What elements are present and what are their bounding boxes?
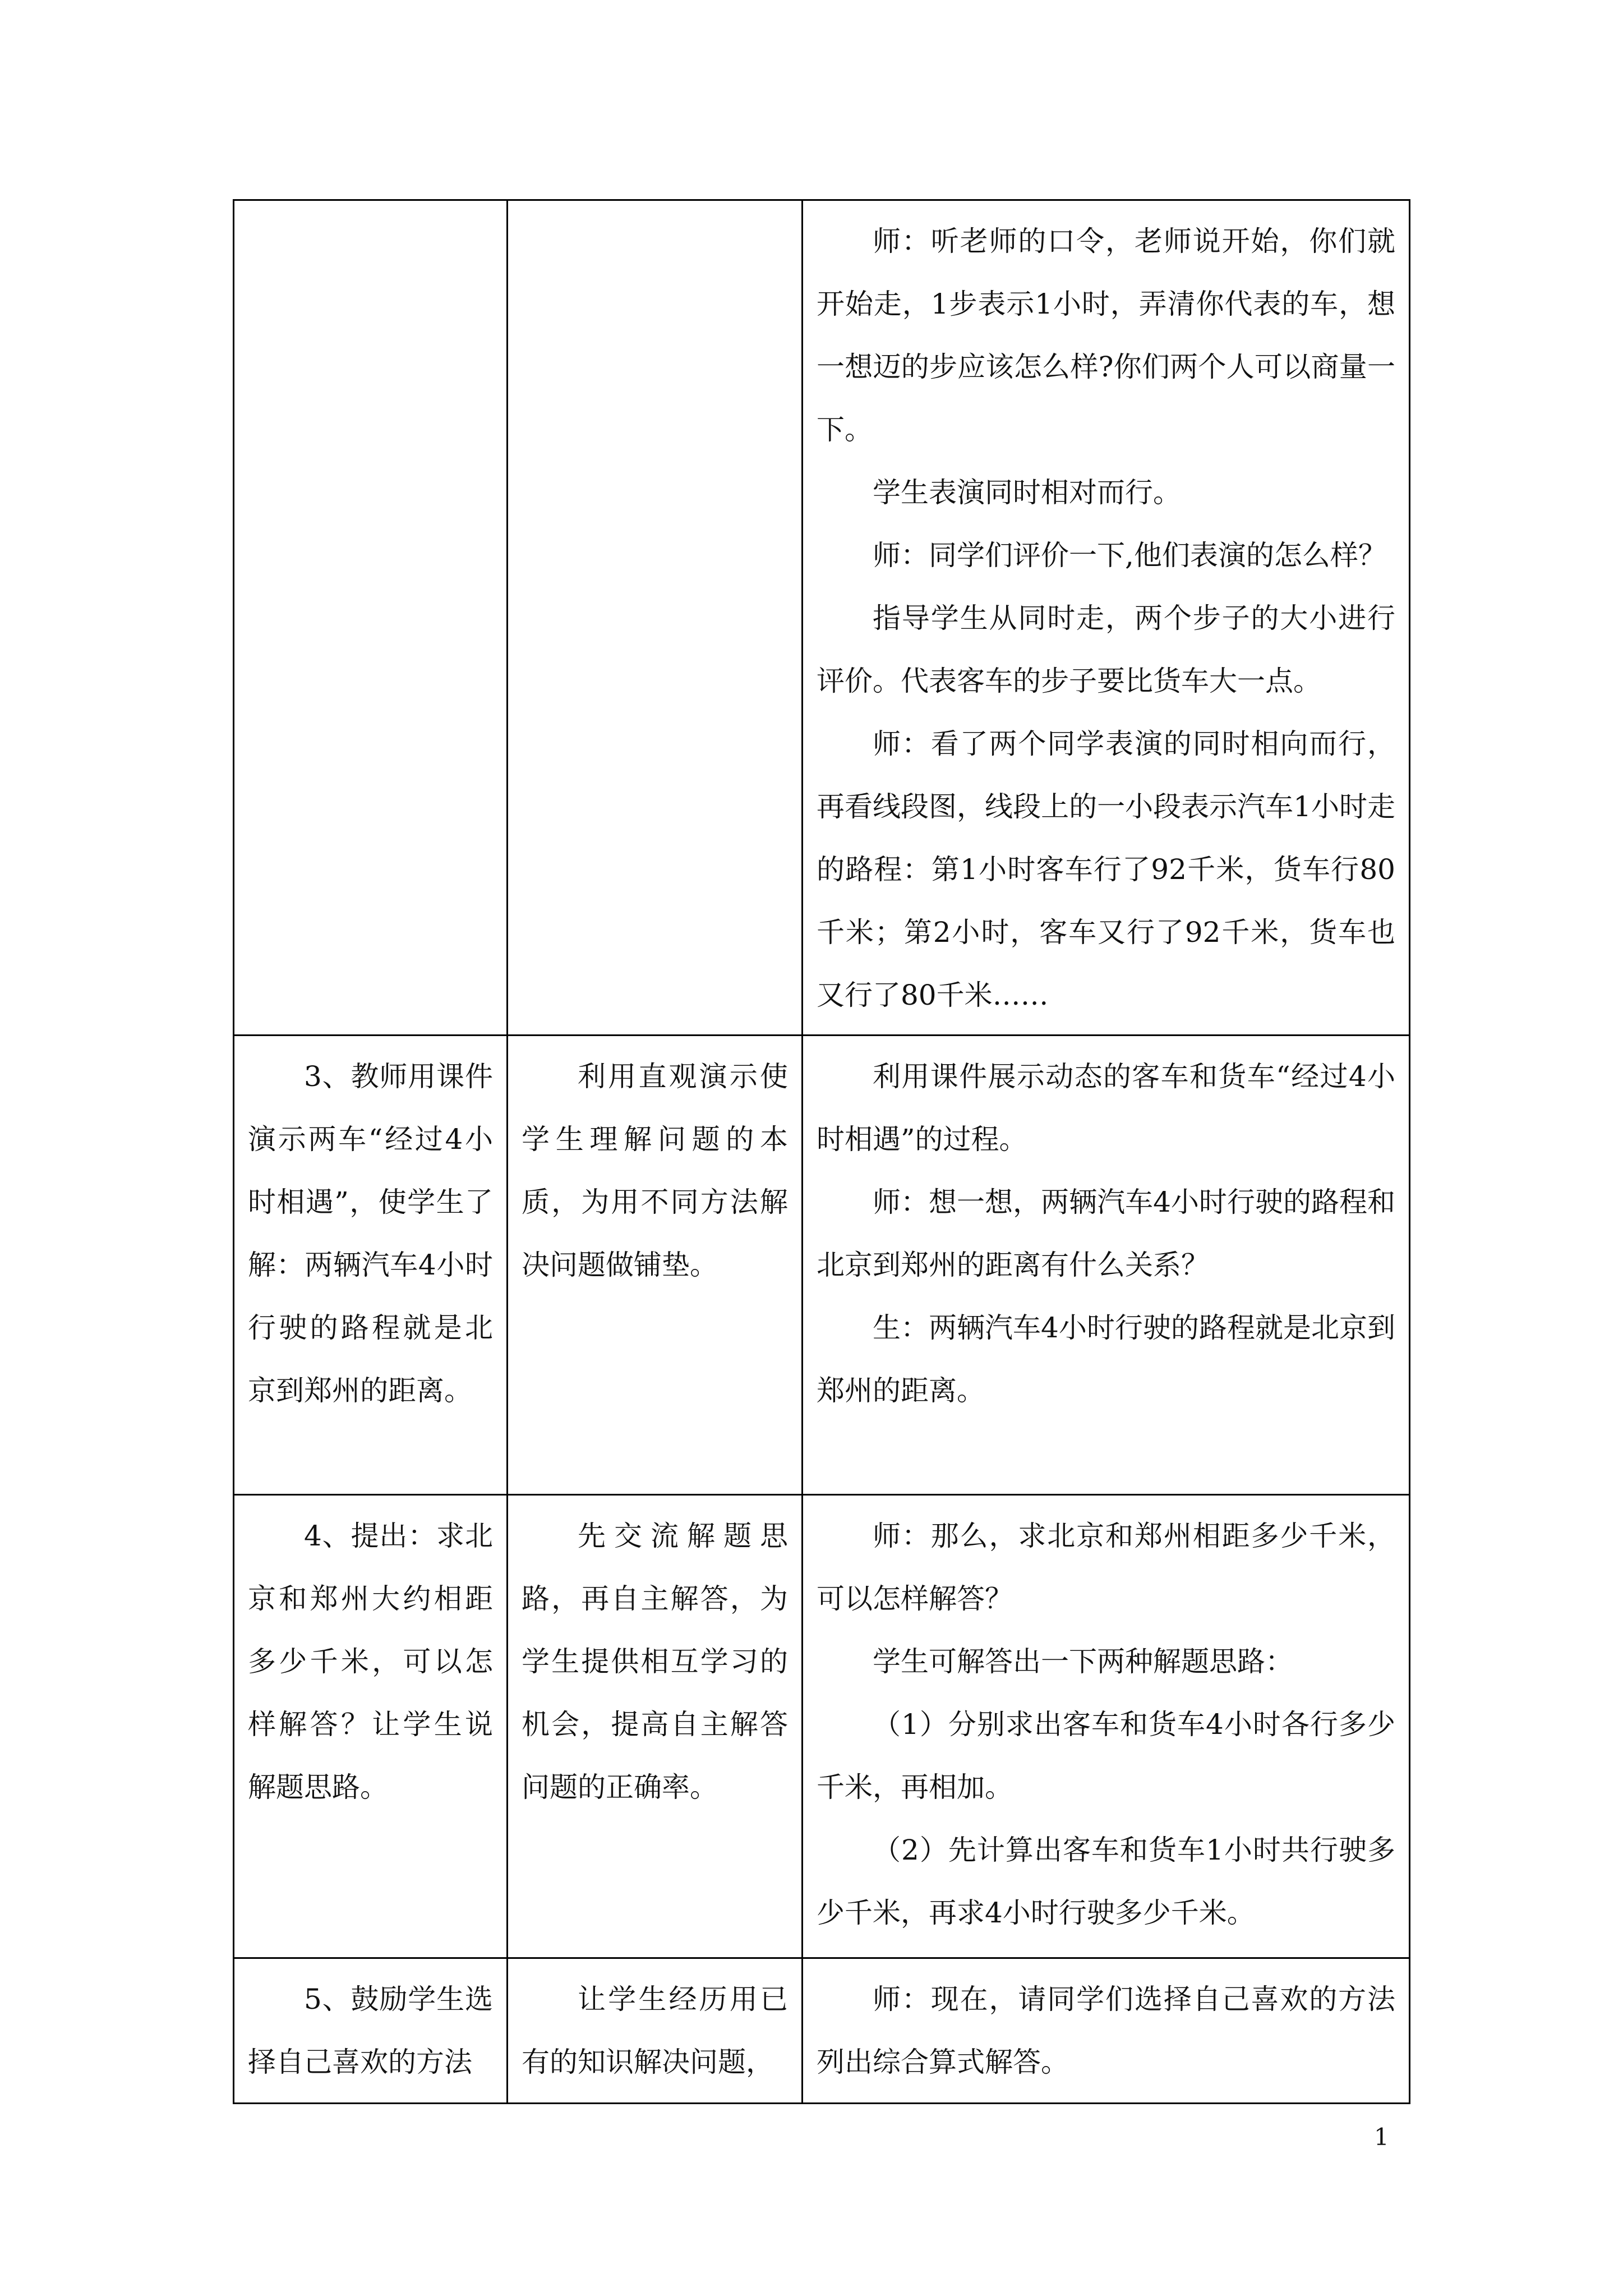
design-intent-cell: [508, 1495, 803, 1958]
teaching-process-cell: [803, 200, 1410, 1036]
teaching-steps-cell: [234, 1958, 508, 2104]
table-row: [234, 1036, 1410, 1495]
table-row: [234, 1495, 1410, 1958]
paragraph: 学生表演同时相对而行。: [873, 476, 1181, 509]
teaching-process-cell: [803, 1036, 1410, 1495]
paragraph: 生：两辆汽车4小时行驶的路程就是北京到郑州的距离。: [817, 1312, 1395, 1407]
teaching-steps-cell: [234, 200, 508, 1036]
paragraph: 学生可解答出一下两种解题思路：: [873, 1645, 1293, 1678]
design-intent-cell: [508, 1036, 803, 1495]
paragraph: 5、鼓励学生选择自己喜欢的方法: [248, 1983, 493, 2078]
paragraph: 先交流解题思路，再自主解答，为学生提供相互学习的机会，提高自主解答问题的正确率。: [522, 1520, 788, 1803]
teaching-process-cell: [803, 1495, 1410, 1958]
paragraph: （2）先计算出客车和货车1小时共行驶多少千米，再求4小时行驶多少千米。: [817, 1834, 1395, 1929]
paragraph: （1）分别求出客车和货车4小时各行多少千米，再相加。: [817, 1708, 1395, 1803]
paragraph: 3、教师用课件演示两车“经过4小时相遇”，使学生了解：两辆汽车4小时行驶的路程就是北京到郑州的距离。: [248, 1060, 493, 1407]
paragraph: 师：同学们评价一下,他们表演的怎么样？: [873, 539, 1386, 572]
paragraph: 4、提出：求北京和郑州大约相距多少千米，可以怎样解答？让学生说解题思路。: [248, 1520, 493, 1803]
paragraph: 让学生经历用已有的知识解决问题，: [522, 1983, 788, 2078]
page-number: 1: [1374, 2123, 1389, 2151]
paragraph: 利用直观演示使学生理解问题的本质，为用不同方法解决问题做铺垫。: [522, 1060, 788, 1281]
paragraph: 师：现在，请同学们选择自己喜欢的方法列出综合算式解答。: [817, 1983, 1395, 2078]
paragraph: 利用课件展示动态的客车和货车“经过4小时相遇”的过程。: [817, 1060, 1395, 1156]
paragraph: 师：听老师的口令，老师说开始，你们就开始走，1步表示1小时，弄清你代表的车，想一想迈的步应该怎么样?你们两个人可以商量一下。: [817, 225, 1395, 446]
paragraph: 师：那么，求北京和郑州相距多少千米，可以怎样解答？: [817, 1520, 1395, 1615]
design-intent-cell: [508, 200, 803, 1036]
teaching-steps-cell: [234, 1495, 508, 1958]
paragraph: 师：看了两个同学表演的同时相向而行，再看线段图，线段上的一小段表示汽车1小时走的路程：第1小时客车行了92千米，货车行80千米；第2小时，客车又行了92千米，货车也又行了80千米……: [817, 728, 1395, 1011]
teaching-process-cell: [803, 1958, 1410, 2104]
table-row: [234, 1958, 1410, 2104]
paragraph: 师：想一想，两辆汽车4小时行驶的路程和北京到郑州的距离有什么关系？: [817, 1186, 1395, 1281]
table-row: [234, 200, 1410, 1036]
teaching-steps-cell: [234, 1036, 508, 1495]
paragraph: 指导学生从同时走，两个步子的大小进行评价。代表客车的步子要比货车大一点。: [817, 602, 1395, 697]
lesson-plan-table: [233, 199, 1410, 2104]
design-intent-cell: [508, 1958, 803, 2104]
